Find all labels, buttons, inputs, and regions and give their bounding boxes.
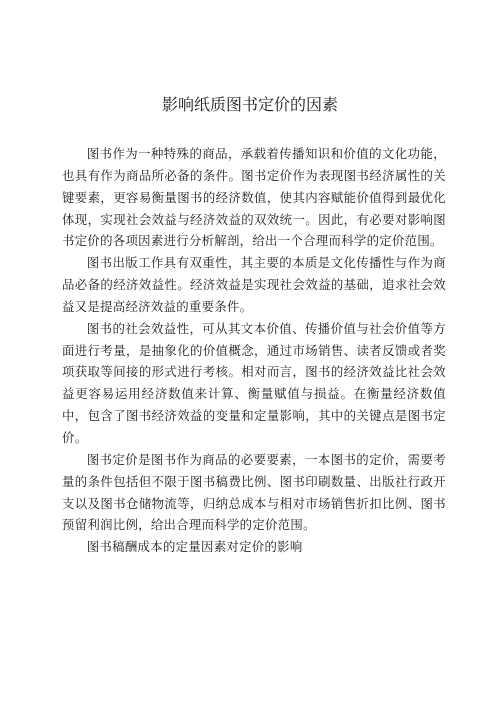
paragraph: 图书作为一种特殊的商品，承载着传播知识和价值的文化功能，也具有作为商品所必备的条件。图书定价作为表现图书经济属性的关键要素，更容易衡量图书的经济数值，使其内容赋能价值得到最优化体现，实现社会效益与经济效益的双效统一。因此，有必要对影响图书定价的各项因素进行分析解剖，给出一个合理而科学的定价范围。 — [62, 146, 446, 249]
paragraph: 图书定价是图书作为商品的必要要素，一本图书的定价，需要考量的条件包括但不限于图书稿费比例、图书印刷数量、出版社行政开支以及图书仓储物流等，归纳总成本与相对市场销售折扣比例、图书预留利润比例，给出合理而科学的定价范围。 — [62, 451, 446, 533]
document-title: 影响纸质图书定价的因素 — [161, 95, 338, 114]
paragraph: 图书出版工作具有双重性，其主要的本质是文化传播性与作为商品必备的经济效益性。经济效益是实现社会效益的基础，追求社会效益又是提高经济效益的重要条件。 — [62, 255, 446, 314]
section-heading: 图书稿酬成本的定量因素对定价的影响 — [86, 539, 303, 555]
document-body — [62, 143, 446, 558]
paragraph: 图书的社会效益性，可从其文本价值、传播价值与社会价值等方面进行考量，是抽象化的价值概念，通过市场销售、读者反馈或者奖项获取等间接的形式进行考核。相对而言，图书的经济效益比社会效益更容易运用经济数值来计算、衡量赋值与损益。在衡量经济数值中，包含了图书经济效益的变量和定量影响，其中的关键点是图书定价。 — [62, 320, 446, 445]
